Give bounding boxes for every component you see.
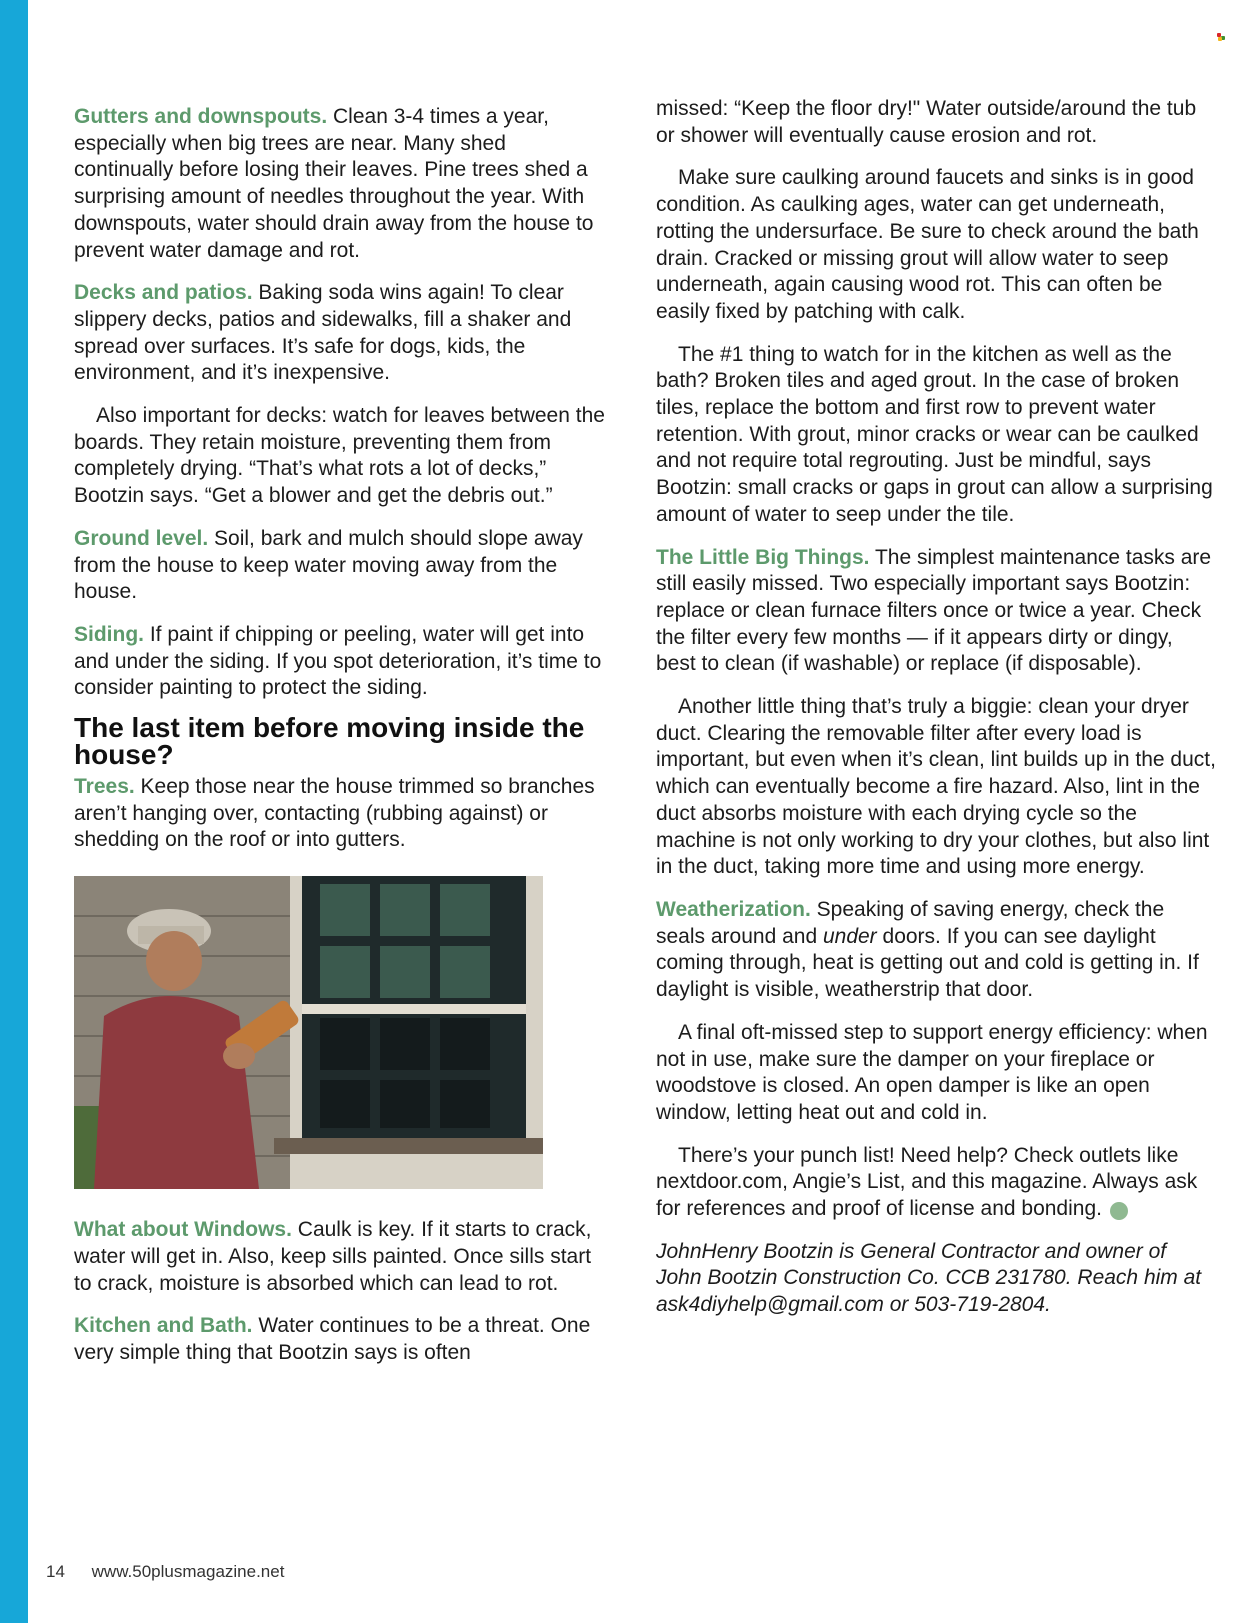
trees-lead: Trees. [74, 775, 135, 799]
floor-dry-paragraph: missed: “Keep the floor dry!" Water outside/around the tub or shower will eventually cause erosion and rot. [656, 97, 1197, 147]
decks-lead: Decks and patios. [74, 281, 253, 305]
weatherization-paragraph [656, 897, 1216, 1004]
siding-paragraph [74, 622, 609, 702]
kitchen-paragraph [74, 1313, 609, 1366]
right-column [656, 96, 1216, 1335]
gutters-text: Clean 3-4 times a year, especially when big trees are near. Many shed continually before losing their leaves. Pine trees shed a surprising amount of needles throughout the year. With downspouts, water should drain away from the house to prevent water damage and rot. [74, 105, 594, 262]
color-corner-mark [1217, 33, 1226, 40]
website-url: www.50plusmagazine.net [91, 1562, 285, 1581]
siding-text: If paint if chipping or peeling, water will get into and under the siding. If you spot deterioration, it’s time to consider painting to protect the siding. [74, 622, 602, 700]
punch-list-paragraph [656, 1143, 1216, 1223]
end-mark-dot [1110, 1202, 1128, 1220]
gutters-lead: Gutters and downspouts. [74, 105, 328, 128]
decks-paragraph [74, 280, 609, 387]
dryer-duct-paragraph: Another little thing that’s truly a biggie: clean your dryer duct. Clearing the removable filter after every load is important, but even when it’s clean, lint builds up in the duct, which can eventually become a fire hazard. Also, lint in the duct absorbs moisture with each drying cycle so the machine is not only working to dry your clothes, but also lint in the duct, taking more time and using more energy. [656, 695, 1216, 879]
ground-lead: Ground level. [74, 526, 209, 550]
trees-text: Keep those near the house trimmed so branches aren’t hanging over, contacting (rubbing against) or shedding on the roof or into gutters. [74, 775, 595, 852]
weatherization-text-a: Speaking of saving energy, check the seals around and [656, 897, 1165, 948]
punch-list-text: There’s your punch list! Need help? Check outlets like nextdoor.com, Angie’s List, and this magazine. Always ask for references and proof of license and bonding. [656, 1143, 1198, 1221]
weatherization-lead: Weatherization. [656, 897, 811, 921]
section-heading: The last item before moving inside the house? [74, 712, 585, 771]
decks-text: Baking soda wins again! To clear slippery decks, patios and sidewalks, fill a shaker and spread over surfaces. It’s safe for dogs, kids, the environment, and it’s inexpensive. [74, 281, 572, 385]
weatherization-text-em: under [822, 924, 877, 948]
caulking-paragraph: Make sure caulking around faucets and sinks is in good condition. As caulking ages, water can get underneath, rotting the undersurface. Be sure to check around the bath drain. Cracked or missing grout will allow water to seep underneath, again causing wood rot. This can often be easily fixed by patching with calk. [656, 166, 1199, 323]
little-things-lead: The Little Big Things. [656, 545, 870, 569]
windows-lead: What about Windows. [74, 1218, 292, 1242]
left-accent-bar [0, 0, 28, 1623]
tiles-paragraph: The #1 thing to watch for in the kitchen as well as the bath? Broken tiles and aged grout. In the case of broken tiles, replace the bottom and first row to prevent water retention. With grout, minor cracks or wear can be caulked and not require total regrouting. Just be mindful, says Bootzin: small cracks or gaps in grout can allow a surprising amount of water to seep under the tile. [656, 342, 1213, 526]
kitchen-lead: Kitchen and Bath. [74, 1314, 253, 1338]
page-footer [46, 1562, 284, 1582]
little-things-text: The simplest maintenance tasks are still easily missed. Two especially important says Bootzin: replace or clean furnace filters once or twice a year. Check the filter every few months — if it appears dirty or dingy, best to clean (if washable) or replace (if disposable). [656, 545, 1212, 676]
author-bio: JohnHenry Bootzin is General Contractor and owner of John Bootzin Construction Co. CCB 231780. Reach him at ask4diyhelp@gmail.com or 503-719-2804. [656, 1239, 1202, 1317]
left-column [74, 104, 609, 1383]
man-caulking-window-photo [74, 876, 543, 1189]
ground-text: Soil, bark and mulch should slope away from the house to keep water moving away from the house. [74, 526, 583, 604]
windows-paragraph [74, 1217, 609, 1297]
kitchen-text: Water continues to be a threat. One very simple thing that Bootzin says is often [74, 1314, 591, 1364]
damper-paragraph: A final oft-missed step to support energy efficiency: when not in use, make sure the damper on your fireplace or woodstove is closed. An open damper is like an open window, letting heat out and cold in. [656, 1020, 1208, 1124]
page-number: 14 [46, 1562, 65, 1581]
trees-paragraph [74, 774, 609, 854]
ground-paragraph [74, 526, 609, 606]
little-things-paragraph [656, 545, 1216, 679]
decks-more-paragraph: Also important for decks: watch for leaves between the boards. They retain moisture, preventing them from completely drying. “That’s what rots a lot of decks,” Bootzin says. “Get a blower and get the debris out.” [74, 404, 605, 508]
windows-text: Caulk is key. If it starts to crack, water will get in. Also, keep sills painted. Once sills start to crack, moisture is absorbed which can lead to rot. [74, 1218, 592, 1295]
siding-lead: Siding. [74, 622, 144, 646]
weatherization-text-b: doors. If you can see daylight coming through, heat is getting out and cold is getting in. If daylight is visible, weatherstrip that door. [656, 924, 1199, 1002]
gutters-paragraph [74, 104, 609, 264]
